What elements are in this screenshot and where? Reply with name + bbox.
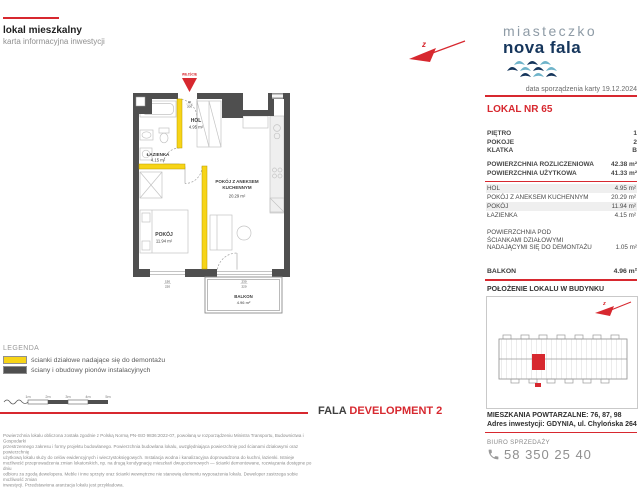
balcony-rule	[485, 279, 637, 281]
disclaimer-line: przestrzennego zakresu i formy projektu budowlanego. Powierzchnia budowlana lokalu, uwzględniająca powierzchnię pod ścianami działowymi oraz powierzchnię	[3, 444, 318, 455]
window2-size-top: 230	[241, 280, 246, 284]
header-red-rule	[3, 17, 59, 19]
info-label: PIĘTRO	[487, 130, 511, 139]
room-label: POKÓJ	[487, 202, 508, 211]
scale-tick: 4m	[85, 395, 90, 399]
room-bathroom-area: 4.15 m²	[151, 158, 166, 163]
waves-logo-icon	[506, 59, 564, 78]
rooms-divider-rule	[485, 181, 637, 182]
room-bedroom-area: 11.94 m²	[156, 239, 173, 244]
scale-tick: 1m	[25, 395, 30, 399]
window-balcony-door	[217, 270, 272, 277]
partition-note-line: NADAJĄCYMI SIĘ DO DEMONTAŻU	[487, 244, 592, 252]
repeatable-units: MIESZKANIA POWTARZALNE: 76, 87, 98	[487, 412, 622, 419]
disclaimer-line: użytkową lokalu służy do celów ewidencyjnych i wieczystoksięgowych. Instalacja wodna i kanalizacyjna doprowadzona do kuchni, łazienki. Istnieje	[3, 455, 318, 461]
room-bathroom-name: ŁAZIENKA	[147, 152, 170, 157]
room-hol-name: HOL	[191, 118, 202, 124]
area-row-usable	[487, 170, 637, 179]
phone-row	[487, 447, 592, 462]
area-label: POWIERZCHNIA ROZLICZENIOWA	[487, 161, 594, 170]
area-value: 42.38 m²	[611, 161, 637, 170]
area-value: 41.33 m²	[611, 170, 637, 179]
partition-note-line: ŚCIANKAMI DZIAŁOWYMI	[487, 237, 563, 245]
legend-swatch-yellow	[3, 356, 27, 364]
scale-tick: 3m	[65, 395, 70, 399]
room-row	[486, 202, 637, 211]
info-value: 1	[633, 130, 637, 139]
window1-size-bottom: 220	[165, 285, 170, 289]
info-label: KLATKA	[487, 147, 513, 156]
investment-address: Adres inwestycji: GDYNIA, ul. Chylońska 264	[487, 421, 637, 428]
room-row	[486, 184, 637, 193]
room-label: POKÓJ Z ANEKSEM KUCHENNYM	[487, 193, 588, 202]
entrance-label: WEJŚCIE	[182, 72, 198, 77]
area-row-billing	[487, 161, 637, 170]
room-row	[486, 193, 637, 202]
legend-item-partitions	[3, 356, 165, 364]
balcony-value: 4.96 m²	[614, 268, 637, 275]
room-label: ŁAZIENKA	[487, 211, 517, 220]
footer-rule	[0, 412, 308, 414]
document-title: lokal mieszkalny	[3, 25, 82, 36]
entrance-door-size-top: 90	[188, 100, 192, 104]
disclaimer-line: inwestycji. Przedstawiona aranżacja lokalu jest przykładowa.	[3, 483, 318, 488]
room-row	[486, 211, 637, 220]
info-value: 2	[633, 139, 637, 148]
building-location-box	[486, 296, 638, 409]
room-value: 20.29 m²	[611, 193, 636, 202]
info-row-staircase	[487, 147, 637, 156]
info-row-floor	[487, 130, 637, 139]
structural-walls	[133, 93, 290, 277]
compass-label: z	[421, 40, 426, 49]
room-living-name-2: KUCHENNYM	[222, 185, 252, 190]
window2-size-bottom: 220	[241, 285, 246, 289]
partition-note-line: POWIERZCHNIA POD	[487, 229, 551, 237]
room-value: 11.94 m²	[612, 202, 636, 211]
room-value: 4.15 m²	[615, 211, 636, 220]
unit-title: LOKAL NR 65	[487, 104, 552, 115]
balcony-name: BALKON	[234, 294, 252, 299]
room-bedroom-name: POKÓJ	[155, 230, 173, 238]
disclaimer-line: Powierzchnia lokalu obliczona została zgodnie z Polską Normą PN-ISO 9836:2022-07, powołaną w rozporządzeniu Ministra Transportu, Budownictwa i Gospodarki	[3, 433, 318, 444]
location-title: POŁOŻENIE LOKALU W BUDYNKU	[487, 286, 604, 293]
entrance-door-size-bottom: 200	[187, 105, 192, 109]
developer-brand-red: DEVELOPMENT 2	[349, 405, 442, 417]
card-date: data sporządzenia karty 19.12.2024	[526, 86, 637, 93]
brand-name-bottom: nova fala	[503, 38, 581, 58]
panel-top-rule	[485, 95, 637, 97]
scale-bar	[2, 393, 124, 409]
room-living-area: 20.29 m²	[229, 194, 246, 199]
highlighted-unit-balcony	[535, 383, 541, 387]
balcony-label: BALKON	[487, 268, 516, 275]
info-label: POKOJE	[487, 139, 514, 148]
room-label: HOL	[487, 184, 500, 193]
legal-disclaimer	[3, 433, 318, 488]
highlighted-unit	[532, 354, 545, 370]
info-row-rooms	[487, 139, 637, 148]
room-living-name-1: POKÓJ Z ANEKSEM	[215, 177, 259, 184]
developer-brand	[318, 405, 442, 417]
balcony-area: 4.96 m²	[237, 300, 251, 305]
contact-rule	[485, 432, 637, 433]
sales-office-label: BIURO SPRZEDAŻY	[487, 439, 550, 446]
partition-area-value: 1.05 m²	[616, 244, 637, 251]
entrance-arrow-icon	[182, 78, 197, 92]
developer-brand-dark: FALA	[318, 405, 346, 417]
brand-name-top: miasteczko	[503, 23, 597, 39]
room-value: 4.95 m²	[615, 184, 636, 193]
legend-label: ściany i obudowy pionów instalacyjnych	[31, 367, 150, 374]
disclaimer-line: odbioru za zgodą dewelopera. Meble i inne sprzęty oraz ścianki wewnętrzne nie stanowią elementu wyposażenia lokalu. Deweloper zastrzega sobie możliwość zmian	[3, 472, 318, 483]
room-hol-area: 4.95 m²	[189, 125, 204, 130]
legend-item-walls	[3, 366, 150, 374]
legend-label: ścianki działowe nadające się do demontażu	[31, 357, 165, 364]
legend-title: LEGENDA	[3, 345, 39, 352]
phone-icon	[487, 448, 500, 461]
fixtures	[140, 101, 284, 253]
disclaimer-line: możliwość przeprowadzenia zmian lokatorskich, np. na drugą kondygnację mieszkań dwupoziomowych — ścianki demontowane, rozwiązania dostępne po dniu	[3, 461, 318, 472]
building-footprint	[499, 335, 627, 383]
floor-plan	[125, 70, 300, 348]
area-label: POWIERZCHNIA UŻYTKOWA	[487, 170, 577, 179]
scale-tick: 5m	[105, 395, 110, 399]
phone-number: 58 350 25 40	[504, 447, 592, 462]
installation-shaft	[136, 97, 145, 106]
window-bedroom	[150, 270, 185, 277]
info-value: B	[632, 147, 637, 156]
north-compass-icon	[405, 36, 469, 70]
building-location-diagram	[487, 297, 637, 408]
window1-size-top: 150	[165, 280, 170, 284]
window-top	[272, 94, 283, 99]
mini-compass-label: z	[602, 301, 606, 307]
legend-swatch-dark	[3, 366, 27, 374]
scale-tick: 2m	[45, 395, 50, 399]
balcony-row	[487, 268, 637, 275]
document-subtitle: karta informacyjna inwestycji	[3, 37, 105, 46]
